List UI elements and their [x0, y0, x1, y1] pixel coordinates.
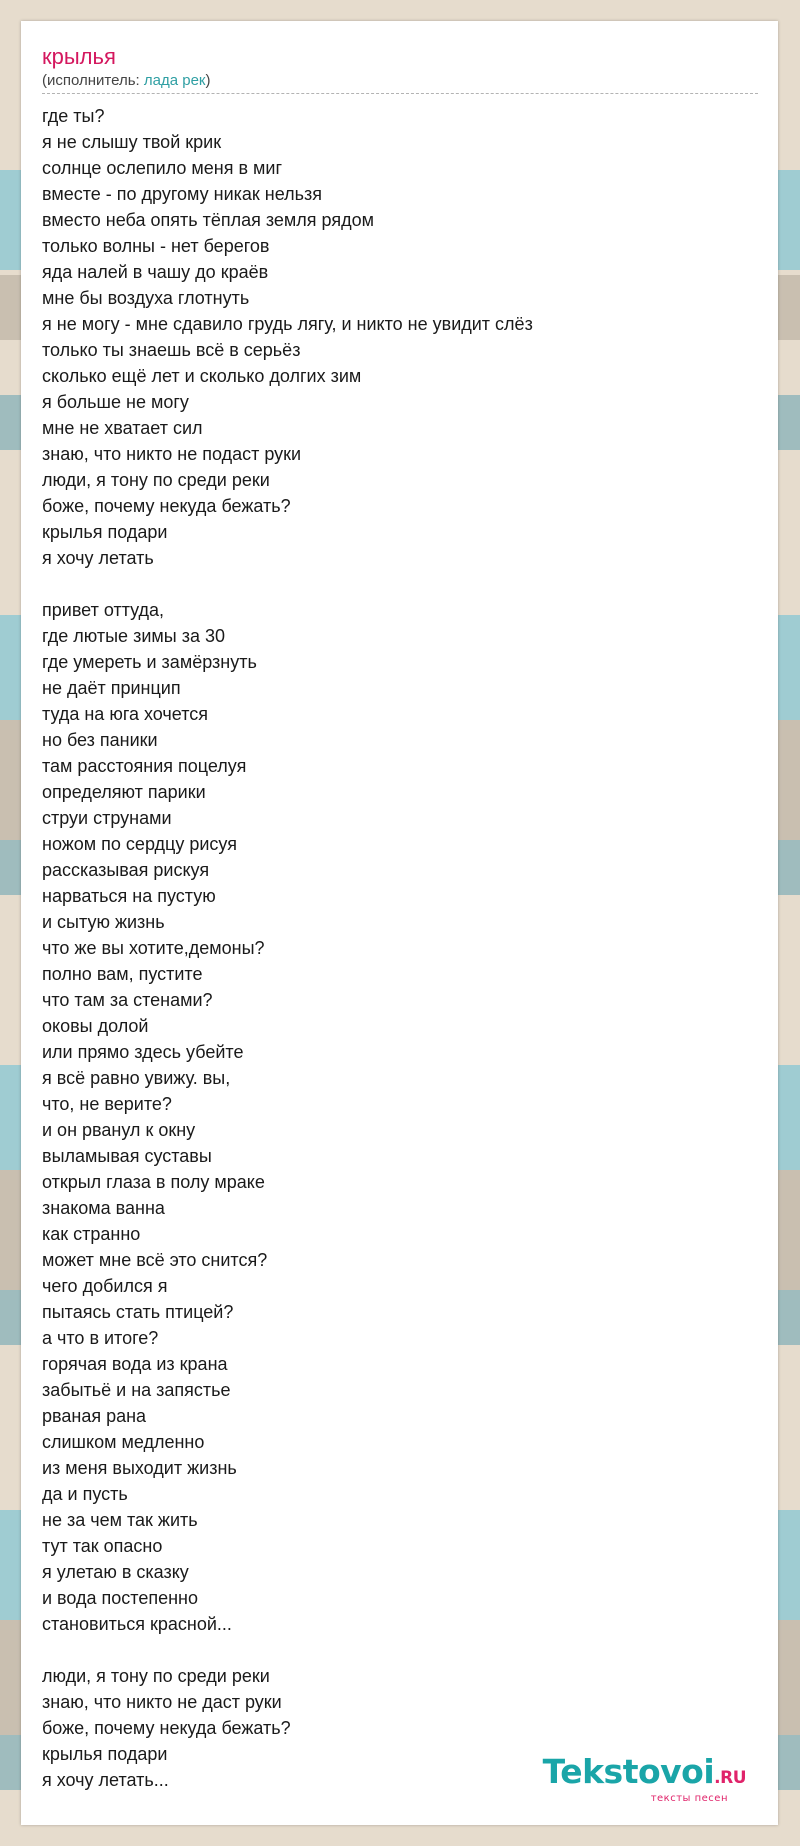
site-logo[interactable]	[542, 1752, 746, 1805]
song-meta	[42, 71, 758, 91]
lyric-line: там расстояния поцелуя	[42, 756, 247, 776]
lyric-line: может мне всё это снится?	[42, 1250, 268, 1270]
lyric-line: или прямо здесь убейте	[42, 1042, 244, 1062]
lyric-line: я улетаю в сказку	[42, 1562, 189, 1582]
lyric-line: а что в итоге?	[42, 1328, 159, 1348]
lyric-line: пытаясь стать птицей?	[42, 1302, 234, 1322]
lyric-line: мне бы воздуха глотнуть	[42, 288, 250, 308]
lyric-line: открыл глаза в полу мраке	[42, 1172, 265, 1192]
lyric-line: рваная рана	[42, 1406, 147, 1426]
lyric-line: оковы долой	[42, 1016, 149, 1036]
logo-tld: .RU	[714, 1768, 746, 1788]
lyric-line: струи струнами	[42, 808, 172, 828]
lyric-line: вместо неба опять тёплая земля рядом	[42, 210, 374, 230]
lyric-line: где умереть и замёрзнуть	[42, 652, 257, 672]
lyric-line: тут так опасно	[42, 1536, 163, 1556]
lyric-line: горячая вода из крана	[42, 1354, 228, 1374]
lyric-line: рассказывая рискуя	[42, 860, 210, 880]
lyric-line: я хочу летать...	[42, 1770, 169, 1790]
lyric-line: боже, почему некуда бежать?	[42, 496, 291, 516]
lyric-line: что там за стенами?	[42, 990, 213, 1010]
lyrics-text	[42, 103, 758, 1793]
lyric-line: привет оттуда,	[42, 600, 165, 620]
lyric-line: знаю, что никто не подаст руки	[42, 444, 302, 464]
logo-main-text: Tekstovoi	[542, 1752, 715, 1791]
lyric-line: определяют парики	[42, 782, 206, 802]
lyric-line: нарваться на пустую	[42, 886, 216, 906]
lyric-line: становиться красной...	[42, 1614, 232, 1634]
lyric-line: из меня выходит жизнь	[42, 1458, 237, 1478]
lyric-line: только ты знаешь всё в серьёз	[42, 340, 301, 360]
song-header	[42, 43, 758, 94]
lyric-line: сколько ещё лет и сколько долгих зим	[42, 366, 362, 386]
lyric-line: я хочу летать	[42, 548, 154, 568]
lyric-line: и вода постепенно	[42, 1588, 199, 1608]
lyric-line: и сытую жизнь	[42, 912, 165, 932]
lyric-line: мне не хватает сил	[42, 418, 203, 438]
lyric-line: не даёт принцип	[42, 678, 181, 698]
artist-link[interactable]: лада рек	[143, 72, 206, 89]
lyric-line: слишком медленно	[42, 1432, 205, 1452]
logo-tagline: тексты песен	[650, 1793, 728, 1804]
logo-wordmark	[542, 1752, 746, 1795]
lyric-line: я не слышу твой крик	[42, 132, 222, 152]
lyric-line: что, не верите?	[42, 1094, 172, 1114]
lyric-line: я не могу - мне сдавило грудь лягу, и никто не увидит слёз	[42, 314, 533, 334]
meta-prefix: (исполнитель:	[42, 72, 144, 89]
lyric-line: знакома ванна	[42, 1198, 165, 1218]
lyric-line: и он рванул к окну	[42, 1120, 196, 1140]
lyric-line: как странно	[42, 1224, 141, 1244]
lyric-line: где ты?	[42, 106, 105, 126]
song-title: крылья	[42, 44, 116, 69]
lyric-line: но без паники	[42, 730, 158, 750]
lyric-line: полно вам, пустите	[42, 964, 203, 984]
lyric-line: вместе - по другому никак нельзя	[42, 184, 323, 204]
lyric-line: выламывая суставы	[42, 1146, 212, 1166]
lyric-line: где лютые зимы за 30	[42, 626, 225, 646]
meta-suffix: )	[205, 72, 211, 89]
lyrics-card	[21, 21, 778, 1825]
stanza-break	[42, 571, 758, 597]
lyric-line: ножом по сердцу рисуя	[42, 834, 237, 854]
lyric-line: я всё равно увижу. вы,	[42, 1068, 231, 1088]
lyric-line: я больше не могу	[42, 392, 189, 412]
lyric-line: туда на юга хочется	[42, 704, 208, 724]
lyric-line: солнце ослепило меня в миг	[42, 158, 283, 178]
lyric-line: люди, я тону по среди реки	[42, 470, 270, 490]
stanza-break	[42, 1637, 758, 1663]
lyric-line: забытьё и на запястье	[42, 1380, 231, 1400]
lyric-line: только волны - нет берегов	[42, 236, 270, 256]
lyric-line: не за чем так жить	[42, 1510, 198, 1530]
lyric-line: крылья подари	[42, 1744, 168, 1764]
lyric-line: крылья подари	[42, 522, 168, 542]
lyric-line: знаю, что никто не даст руки	[42, 1692, 282, 1712]
lyric-line: что же вы хотите,демоны?	[42, 938, 265, 958]
lyric-line: яда налей в чашу до краёв	[42, 262, 269, 282]
lyric-line: люди, я тону по среди реки	[42, 1666, 270, 1686]
lyric-line: чего добился я	[42, 1276, 168, 1296]
lyric-line: да и пусть	[42, 1484, 128, 1504]
lyric-line: боже, почему некуда бежать?	[42, 1718, 291, 1738]
